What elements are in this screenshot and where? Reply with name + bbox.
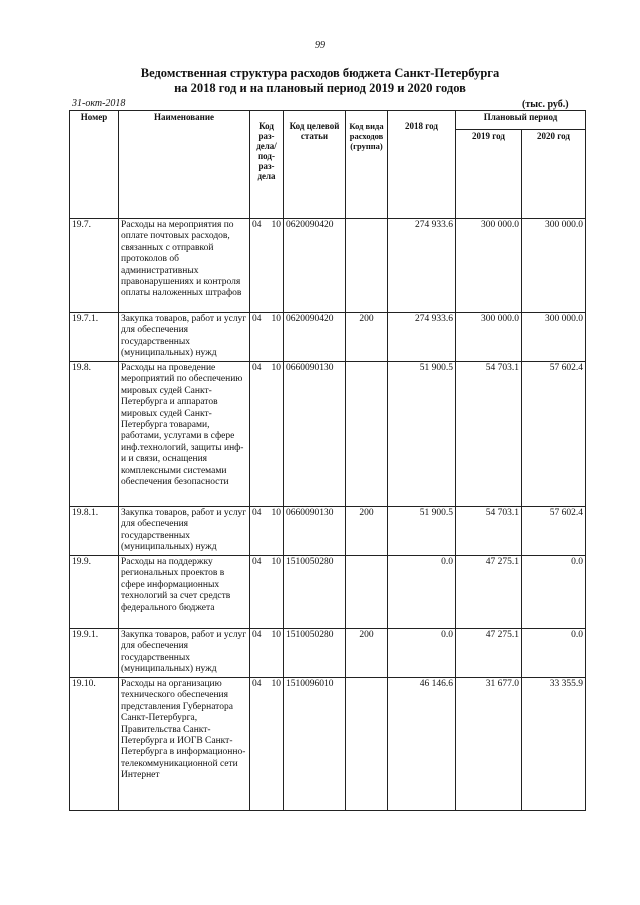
- row-target-code: 0620090420: [284, 313, 346, 362]
- row-vid-code: [346, 556, 388, 629]
- row-number: 19.9.: [70, 556, 119, 629]
- row-razdel: [250, 219, 284, 313]
- table-row: [70, 629, 586, 678]
- row-vid-code: 200: [346, 313, 388, 362]
- row-amount-2018: 51 900.5: [388, 507, 456, 556]
- row-razdel: [250, 556, 284, 629]
- row-amount-2019: 47 275.1: [456, 556, 522, 629]
- row-amount-2019: 54 703.1: [456, 362, 522, 507]
- row-amount-2020: 300 000.0: [522, 219, 586, 313]
- row-target-code: 0620090420: [284, 219, 346, 313]
- row-amount-2020: 300 000.0: [522, 313, 586, 362]
- title-line-1: Ведомственная структура расходов бюджета Санкт-Петербурга: [140, 66, 500, 80]
- header-name: Наименование: [119, 111, 250, 219]
- units-label: (тыс. руб.): [522, 99, 569, 110]
- header-target: Код целевой статьи: [284, 111, 346, 219]
- header-2019: 2019 год: [456, 130, 522, 219]
- row-vid-code: 200: [346, 507, 388, 556]
- row-name: Закупка товаров, работ и услуг для обеспечения государственных (муниципальных) нужд: [119, 629, 250, 678]
- row-amount-2020: 57 602.4: [522, 507, 586, 556]
- header-vid: Код вида расходов (группа): [346, 111, 388, 219]
- row-amount-2018: 274 933.6: [388, 313, 456, 362]
- header-plan-period: Плановый период: [456, 111, 586, 130]
- row-number: 19.7.: [70, 219, 119, 313]
- row-amount-2018: 274 933.6: [388, 219, 456, 313]
- table-row: [70, 678, 586, 811]
- row-amount-2019: 300 000.0: [456, 219, 522, 313]
- header-number: Номер: [70, 111, 119, 219]
- row-razdel: [250, 678, 284, 811]
- row-amount-2018: 0.0: [388, 629, 456, 678]
- row-vid-code: [346, 219, 388, 313]
- row-razdel-code: 04: [252, 508, 262, 518]
- document-title: [0, 66, 640, 96]
- row-razdel-code: 04: [252, 220, 262, 230]
- row-number: 19.7.1.: [70, 313, 119, 362]
- row-vid-code: 200: [346, 629, 388, 678]
- table-row: [70, 219, 586, 313]
- header-2018: 2018 год: [388, 111, 456, 219]
- row-amount-2020: 33 355.9: [522, 678, 586, 811]
- row-name: Закупка товаров, работ и услуг для обеспечения государственных (муниципальных) нужд: [119, 313, 250, 362]
- row-target-code: 0660090130: [284, 507, 346, 556]
- row-podrazdel-code: 10: [271, 630, 281, 640]
- row-name: Расходы на проведение мероприятий по обеспечению мировых судей Санкт-Петербурга и аппаратов мировых судей Санкт-Петербурга товарами, работами, услугами в сфере инф.технологий, защиты инф-и и связи, оснащения комплексными системами обеспечения безопасности: [119, 362, 250, 507]
- title-line-2: на 2018 год и на плановый период 2019 и 2020 годов: [174, 81, 466, 95]
- row-amount-2019: 54 703.1: [456, 507, 522, 556]
- row-amount-2019: 47 275.1: [456, 629, 522, 678]
- row-razdel-code: 04: [252, 363, 262, 373]
- row-target-code: 0660090130: [284, 362, 346, 507]
- row-podrazdel-code: 10: [271, 314, 281, 324]
- row-amount-2019: 300 000.0: [456, 313, 522, 362]
- row-razdel: [250, 629, 284, 678]
- row-target-code: 1510050280: [284, 556, 346, 629]
- row-target-code: 1510050280: [284, 629, 346, 678]
- row-amount-2018: 51 900.5: [388, 362, 456, 507]
- row-razdel-code: 04: [252, 557, 262, 567]
- row-podrazdel-code: 10: [271, 557, 281, 567]
- row-amount-2020: 0.0: [522, 556, 586, 629]
- row-amount-2019: 31 677.0: [456, 678, 522, 811]
- row-name: Расходы на организацию технического обеспечения представления Губернатора Санкт-Петербурга, Правительства Санкт-Петербурга и ИОГВ Санкт-Петербурга в информационно-телекоммуникационной сети Интернет: [119, 678, 250, 811]
- row-amount-2018: 0.0: [388, 556, 456, 629]
- row-podrazdel-code: 10: [271, 679, 281, 689]
- header-2020: 2020 год: [522, 130, 586, 219]
- row-podrazdel-code: 10: [271, 508, 281, 518]
- row-name: Закупка товаров, работ и услуг для обеспечения государственных (муниципальных) нужд: [119, 507, 250, 556]
- row-number: 19.10.: [70, 678, 119, 811]
- table-row: [70, 507, 586, 556]
- row-name: Расходы на поддержку региональных проектов в сфере информационных технологий за счет средств федерального бюджета: [119, 556, 250, 629]
- row-vid-code: [346, 362, 388, 507]
- row-razdel-code: 04: [252, 630, 262, 640]
- row-amount-2018: 46 146.6: [388, 678, 456, 811]
- table-row: [70, 556, 586, 629]
- row-vid-code: [346, 678, 388, 811]
- table-body: [70, 219, 586, 811]
- row-amount-2020: 0.0: [522, 629, 586, 678]
- row-razdel: [250, 507, 284, 556]
- row-razdel-code: 04: [252, 679, 262, 689]
- row-name: Расходы на мероприятия по оплате почтовых расходов, связанных с отправкой протоколов об административных правонарушениях и контроля оплаты наложенных штрафов: [119, 219, 250, 313]
- row-number: 19.9.1.: [70, 629, 119, 678]
- row-target-code: 1510096010: [284, 678, 346, 811]
- report-date: 31-окт-2018: [72, 98, 126, 109]
- page-number: 99: [315, 40, 325, 51]
- row-podrazdel-code: 10: [271, 363, 281, 373]
- row-razdel-code: 04: [252, 314, 262, 324]
- table-row: [70, 362, 586, 507]
- row-amount-2020: 57 602.4: [522, 362, 586, 507]
- table-row: [70, 313, 586, 362]
- row-razdel: [250, 362, 284, 507]
- budget-table: [69, 110, 586, 811]
- row-number: 19.8.1.: [70, 507, 119, 556]
- header-razdel: Код раз- дела/ под- раз- дела: [250, 111, 284, 219]
- row-number: 19.8.: [70, 362, 119, 507]
- row-podrazdel-code: 10: [271, 220, 281, 230]
- row-razdel: [250, 313, 284, 362]
